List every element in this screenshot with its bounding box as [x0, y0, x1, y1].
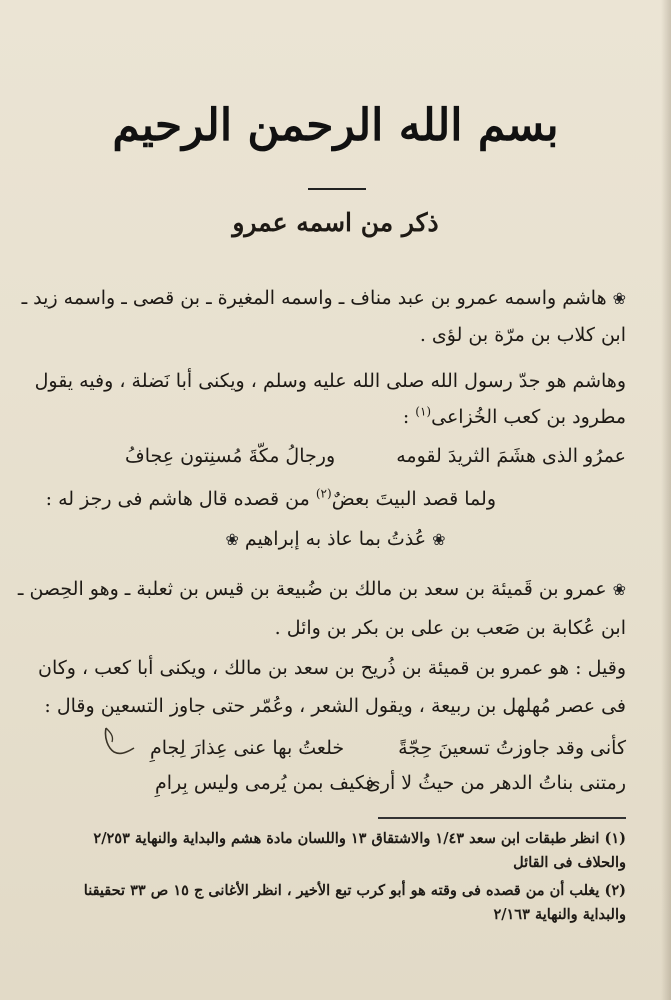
footnote-ref-1: (١) — [415, 404, 432, 419]
body-line-7: ابن عُكابة بن صَعب بن على بن بكر بن وائل . — [274, 617, 626, 639]
rajaz-line: ❀عُذتُ بما عاذ به إبراهيم❀ — [225, 528, 446, 550]
title-divider — [308, 188, 366, 190]
handwritten-margin-mark-icon — [100, 722, 140, 762]
verse-3-second-hemistich: فكيف بمن يُرمى وليس بِرامِ — [155, 772, 375, 794]
footnote-1-line-2: والحلاف فى القائل — [513, 854, 626, 871]
body-line-6: ❀عمرو بن قَميئة بن سعد بن مالك بن ضُبيعة بن قيس بن ثعلبة ـ وهو الحِصن ـ — [17, 578, 626, 600]
verse-1-first-hemistich: عمرُو الذى هشَمَ الثريدَ لقومه — [396, 445, 626, 467]
body-line-5: ولما قصد البيتَ بعضٌ$^{(٢)}$ من قصده قال هاشم فى رجز له : — [45, 486, 496, 510]
flower-ornament-icon: ❀ — [612, 580, 626, 599]
body-line-3: وهاشم هو جدّ رسول الله صلى الله عليه وسلم ، ويكنى أبا نَضلة ، وفيه يقول — [34, 370, 626, 392]
footnote-divider — [378, 817, 626, 819]
footnote-ref-2: (٢) — [315, 486, 332, 501]
footnote-2-line-1: (٢) يغلب أن من قصده فى وقته هو أبو كرب تبع الأخير ، انظر الأغانى ج ١٥ ص ٣٣ تحقيقنا — [83, 882, 626, 899]
verse-2-second-hemistich: خلعتُ بها عنى عِذارَ لِجامِ — [150, 737, 345, 759]
verse-2-first-hemistich: كأنى وقد جاوزتُ تسعينَ حِجّةً — [398, 737, 626, 759]
body-line-1: ❀هاشم واسمه عمرو بن عبد مناف ـ واسمه المغيرة ـ بن قصى ـ واسمه زيد ـ — [21, 287, 626, 309]
verse-1-second-hemistich: ورجالُ مكّةَ مُسنِتون عِجافُ — [125, 445, 336, 467]
footnote-2-line-2: والبداية والنهاية ٢/١٦٣ — [493, 906, 626, 923]
verse-3-first-hemistich: رمتنى بناتُ الدهر من حيثُ لا أرى — [365, 772, 626, 794]
footnote-1-line-1: (١) انظر طبقات ابن سعد ١/٤٣ والاشتقاق ١٣ واللسان مادة هشم والبداية والنهاية ٢/٢٥٣ — [93, 830, 626, 847]
flower-ornament-icon: ❀ — [612, 289, 626, 308]
flower-ornament-icon: ❀ — [432, 530, 446, 549]
section-heading: ذكر من اسمه عمرو — [232, 208, 439, 237]
basmala-calligraphy: بسم الله الرحمن الرحيم — [112, 100, 559, 151]
body-line-2: ابن كلاب بن مرّة بن لؤى . — [419, 324, 626, 346]
body-line-4: مطرود بن كعب الخُزاعى$^{(١)}$ : — [402, 404, 626, 428]
flower-ornament-icon: ❀ — [225, 530, 239, 549]
body-line-8: وقيل : هو عمرو بن قميئة بن ذُريح بن سعد بن مالك ، ويكنى أبا كعب ، وكان — [38, 657, 626, 679]
body-line-9: فى عصر مُهلهل بن ربيعة ، ويقول الشعر ، وعُمّر حتى جاوز التسعين وقال : — [44, 695, 626, 717]
